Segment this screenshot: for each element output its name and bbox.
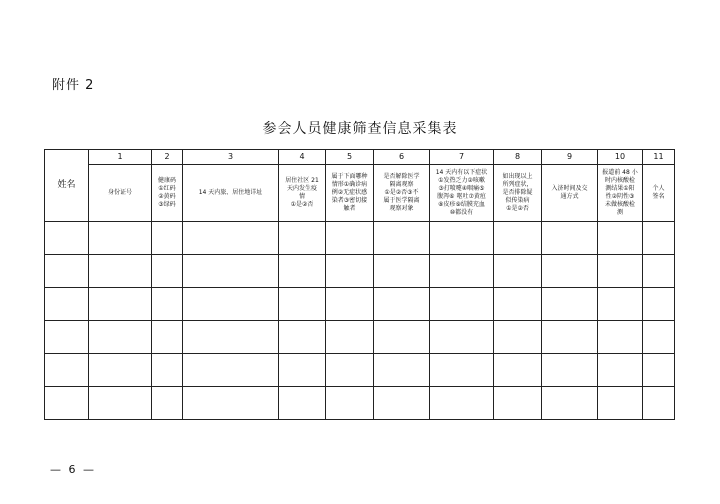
entry-cell[interactable] <box>183 387 279 420</box>
entry-cell[interactable] <box>643 255 675 288</box>
entry-cell[interactable] <box>152 222 183 255</box>
entry-cell[interactable] <box>643 222 675 255</box>
header-community-outbreak: 居住社区 21 天内发生疫 情 ①是②否 <box>279 165 326 222</box>
entry-cell[interactable] <box>542 387 598 420</box>
column-number: 2 <box>152 150 183 165</box>
entry-cell[interactable] <box>598 222 643 255</box>
entry-cell[interactable] <box>598 321 643 354</box>
entry-cell[interactable] <box>494 321 542 354</box>
entry-cell[interactable] <box>279 288 326 321</box>
entry-cell[interactable] <box>45 321 89 354</box>
entry-cell[interactable] <box>374 288 430 321</box>
name-header: 姓名 <box>45 150 89 222</box>
entry-row <box>45 222 675 255</box>
entry-cell[interactable] <box>152 255 183 288</box>
column-number: 11 <box>643 150 675 165</box>
entry-row <box>45 255 675 288</box>
entry-cell[interactable] <box>279 387 326 420</box>
entry-cell[interactable] <box>326 255 374 288</box>
entry-cell[interactable] <box>279 255 326 288</box>
entry-cell[interactable] <box>152 321 183 354</box>
entry-cell[interactable] <box>183 321 279 354</box>
entry-cell[interactable] <box>542 255 598 288</box>
header-id-number: 身份证号 <box>89 165 152 222</box>
entry-cell[interactable] <box>430 354 494 387</box>
column-header-row <box>45 165 675 222</box>
entry-cell[interactable] <box>542 222 598 255</box>
entry-cell[interactable] <box>374 387 430 420</box>
entry-row <box>45 354 675 387</box>
entry-cell[interactable] <box>643 288 675 321</box>
entry-cell[interactable] <box>279 321 326 354</box>
entry-cell[interactable] <box>279 222 326 255</box>
entry-cell[interactable] <box>374 255 430 288</box>
entry-cell[interactable] <box>430 387 494 420</box>
entry-cell[interactable] <box>494 354 542 387</box>
entry-cell[interactable] <box>598 255 643 288</box>
entry-cell[interactable] <box>598 288 643 321</box>
column-number: 5 <box>326 150 374 165</box>
entry-cell[interactable] <box>183 288 279 321</box>
entry-cell[interactable] <box>152 288 183 321</box>
entry-cell[interactable] <box>45 288 89 321</box>
entry-cell[interactable] <box>542 288 598 321</box>
header-health-code: 健康码 ①红码 ②黄码 ③绿码 <box>152 165 183 222</box>
column-number: 9 <box>542 150 598 165</box>
entry-cell[interactable] <box>326 354 374 387</box>
entry-cell[interactable] <box>89 321 152 354</box>
column-number: 3 <box>183 150 279 165</box>
entry-cell[interactable] <box>326 288 374 321</box>
entry-row <box>45 321 675 354</box>
header-quarantine-release: 是否解除医学 隔离观察 ①是②否③不 属于医学隔离 观察对象 <box>374 165 430 222</box>
entry-cell[interactable] <box>430 288 494 321</box>
entry-cell[interactable] <box>152 354 183 387</box>
entry-cell[interactable] <box>326 387 374 420</box>
header-case-category: 属于下面哪种 情形①确诊病 例②无症状感 染者③密切接 触者 <box>326 165 374 222</box>
entry-cell[interactable] <box>45 255 89 288</box>
column-number: 8 <box>494 150 542 165</box>
entry-row <box>45 387 675 420</box>
entry-cell[interactable] <box>279 354 326 387</box>
header-arrival-transport: 入济时间及交 通方式 <box>542 165 598 222</box>
screening-table <box>44 149 675 420</box>
header-travel-address: 14 天内旅、居住地详址 <box>183 165 279 222</box>
entry-cell[interactable] <box>430 222 494 255</box>
entry-cell[interactable] <box>183 354 279 387</box>
header-signature: 个人 签名 <box>643 165 675 222</box>
entry-cell[interactable] <box>494 288 542 321</box>
entry-cell[interactable] <box>89 354 152 387</box>
entry-cell[interactable] <box>89 387 152 420</box>
entry-cell[interactable] <box>374 354 430 387</box>
entry-cell[interactable] <box>430 255 494 288</box>
entry-cell[interactable] <box>89 222 152 255</box>
entry-cell[interactable] <box>542 321 598 354</box>
header-nucleic-test: 报道前 48 小 时内核酸检 测结果①阳 性②阴性③ 未做核酸检 测 <box>598 165 643 222</box>
entry-cell[interactable] <box>183 255 279 288</box>
entry-cell[interactable] <box>643 387 675 420</box>
entry-cell[interactable] <box>643 321 675 354</box>
attachment-label: 附件 2 <box>52 78 95 93</box>
entry-cell[interactable] <box>89 288 152 321</box>
entry-cell[interactable] <box>542 354 598 387</box>
entry-cell[interactable] <box>326 222 374 255</box>
entry-cell[interactable] <box>494 255 542 288</box>
header-symptoms: 14 天内有以下症状 ①发热乏力②咳嗽 ③打喷嚏④咽痛⑤ 腹泻⑥ 呕吐⑦黄疸 ⑧皮疹⑨结膜充血 ⑩都没有 <box>430 165 494 222</box>
entry-cell[interactable] <box>89 255 152 288</box>
entry-cell[interactable] <box>494 222 542 255</box>
column-number: 10 <box>598 150 643 165</box>
entry-cell[interactable] <box>374 222 430 255</box>
column-number: 6 <box>374 150 430 165</box>
entry-row <box>45 288 675 321</box>
column-number: 7 <box>430 150 494 165</box>
entry-cell[interactable] <box>598 354 643 387</box>
header-exclude-infection: 如出现以上 所列症状， 是否排除疑 似传染病 ①是②否 <box>494 165 542 222</box>
entry-cell[interactable] <box>326 321 374 354</box>
entry-cell[interactable] <box>430 321 494 354</box>
form-title: 参会人员健康筛查信息采集表 <box>262 121 458 137</box>
column-number-row <box>45 150 675 165</box>
column-number: 1 <box>89 150 152 165</box>
entry-cell[interactable] <box>374 321 430 354</box>
entry-cell[interactable] <box>45 354 89 387</box>
entry-cell[interactable] <box>152 387 183 420</box>
page-number: — 6 — <box>50 463 96 476</box>
entry-cell[interactable] <box>494 387 542 420</box>
entry-cell[interactable] <box>598 387 643 420</box>
entry-cell[interactable] <box>45 222 89 255</box>
column-number: 4 <box>279 150 326 165</box>
entry-cell[interactable] <box>45 387 89 420</box>
entry-cell[interactable] <box>643 354 675 387</box>
entry-cell[interactable] <box>183 222 279 255</box>
